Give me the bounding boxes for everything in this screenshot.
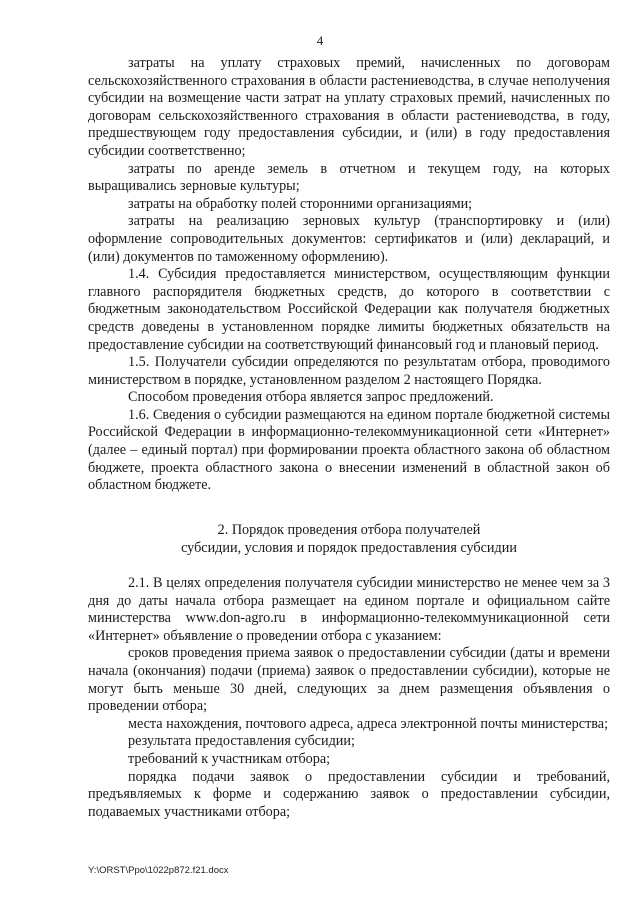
paragraph: 1.5. Получатели субсидии определяются по результатам отбора, проводимого министерством в порядке, установленном разделом 2 настоящего Порядка. xyxy=(88,354,610,388)
paragraph: места нахождения, почтового адреса, адреса электронной почты министерства; xyxy=(128,715,609,732)
section-heading xyxy=(88,522,610,557)
paragraph: результата предоставления субсидии; xyxy=(128,733,355,750)
paragraph: 2.1. В целях определения получателя субсидии министерство не менее чем за 3 дня до даты начала отбора размещает на едином портале и официальном сайте министерства www.don-agro.ru в информационно-телекоммуникационной сети «Интернет» объявление о проведении отбора с указанием: xyxy=(88,575,610,644)
section-heading-line-2: субсидии, условия и порядок предоставления субсидии xyxy=(181,539,517,556)
paragraph: затраты на реализацию зерновых культур (транспортировку и (или) оформление сопроводительных документов: сертификатов и (или) деклараций, и (или) документов по таможенному оформлению). xyxy=(88,213,610,265)
paragraph: затраты по аренде земель в отчетном и текущем году, на которых выращивались зерновые культуры; xyxy=(88,160,610,195)
document-body-bottom xyxy=(88,575,610,821)
paragraph: порядка подачи заявок о предоставлении субсидии и требований, предъявляемых к форме и содержанию заявок о предоставлении субсидии, подаваемых участниками отбора; xyxy=(88,768,610,820)
paragraph: затраты на обработку полей сторонними организациями; xyxy=(128,195,473,212)
page-number: 4 xyxy=(316,33,324,48)
paragraph: 1.6. Сведения о субсидии размещаются на едином портале бюджетной системы Российской Федерации в информационно-телекоммуникационной сети «Интернет» (далее – единый портал) при формировании проекта областного закона об областном бюджете, проекта областного закона о внесении изменений в областной закон об областном бюджете. xyxy=(88,406,610,494)
paragraph: Способом проведения отбора является запрос предложений. xyxy=(128,389,494,406)
section-heading-line-1: 2. Порядок проведения отбора получателей xyxy=(217,522,481,538)
paragraph: 1.4. Субсидия предоставляется министерством, осуществляющим функции главного распорядителя бюджетных средств, до которого в соответствии с бюджетным законодательством Российской Федерации как получателя бюджетных средств доведены в установленном порядке лимиты бюджетных обязательств на предоставление субсидии на соответствующий финансовый год и плановый период. xyxy=(88,266,610,353)
paragraph: сроков проведения приема заявок о предоставлении субсидии (даты и времени начала (окончания) подачи (приема) заявок о предоставлении субсидии), которые не могут быть меньше 30 дней, следующих за днем размещения объявления о проведении отбора; xyxy=(88,645,610,715)
footer-file-path: Y:\ORST\Ppo\1022p872.f21.docx xyxy=(88,865,229,876)
paragraph: затраты на уплату страховых премий, начисленных по договорам сельскохозяйственного страхования в области растениеводства, в случае неполучения субсидии на возмещение части затрат на уплату страховых премий, начисленных по договорам сельскохозяйственного страхования в области растениеводства, в году, предшествующем году предоставления субсидии, и (или) в году предоставления субсидии соответственно; xyxy=(88,55,610,159)
document-body-top xyxy=(88,55,610,495)
paragraph: требований к участникам отбора; xyxy=(128,750,331,767)
